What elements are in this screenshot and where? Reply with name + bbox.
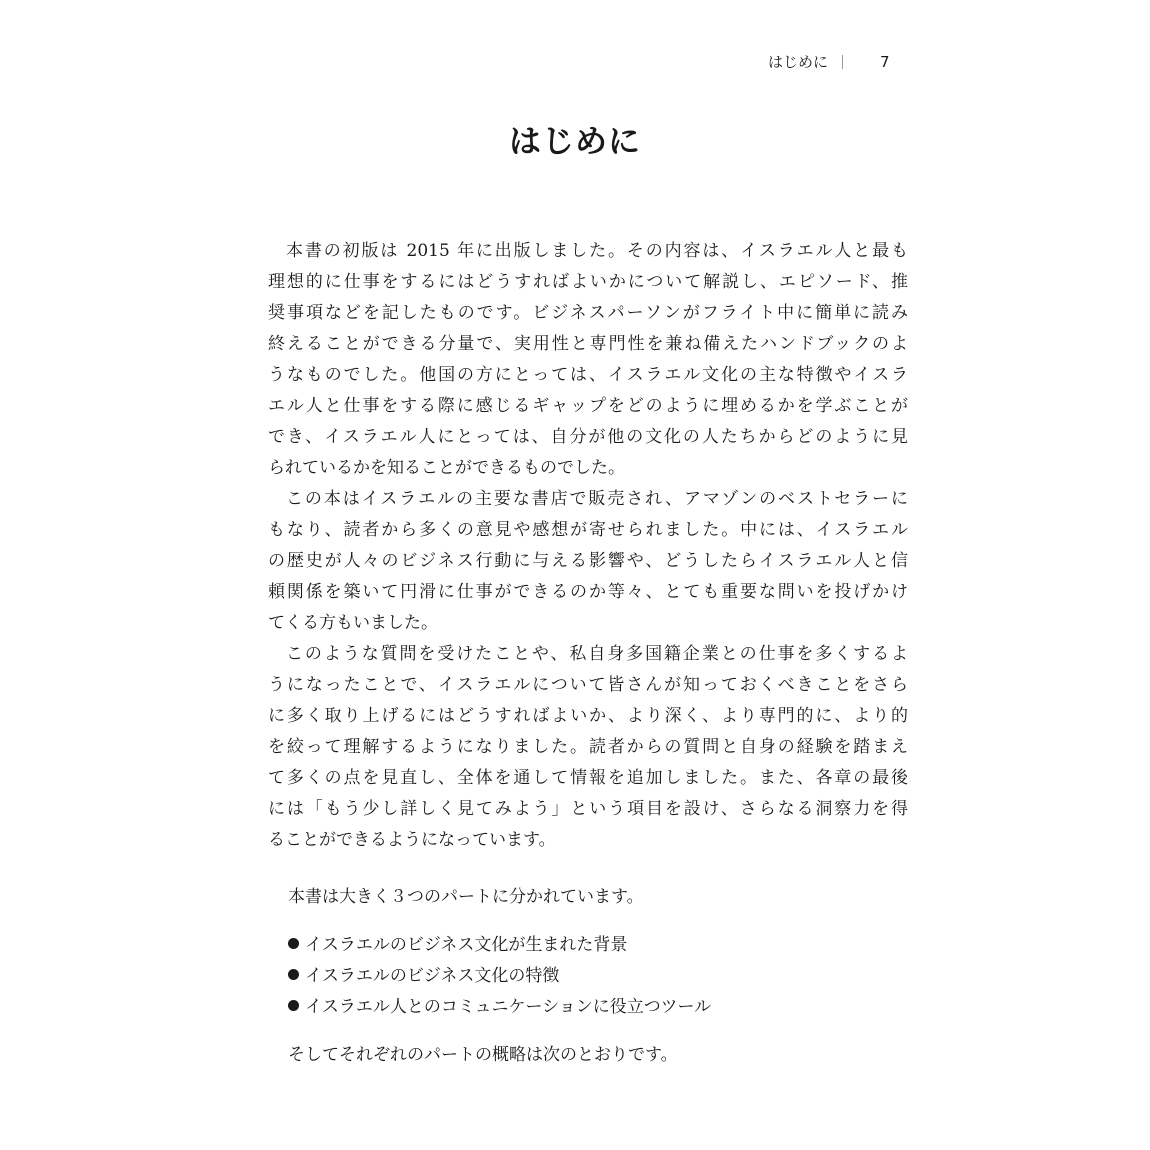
parts-outro: そしてそれぞれのパートの概略は次のとおりです。 xyxy=(288,1045,678,1065)
body-line: ることができるようになっています。 xyxy=(268,830,556,850)
list-item xyxy=(288,961,711,992)
body-line: の歴史が人々のビジネス行動に与える影響や、どうしたらイスラエル人と信 xyxy=(268,551,908,571)
list-item-label: イスラエル人とのコミュニケーションに役立つツール xyxy=(305,997,712,1017)
list-item-label: イスラエルのビジネス文化の特徴 xyxy=(305,966,560,986)
running-head xyxy=(740,50,900,74)
body-line: てくる方もいました。 xyxy=(268,613,438,633)
parts-list xyxy=(288,930,711,1023)
body-line: には「もう少し詳しく見てみよう」という項目を設け、さらなる洞察力を得 xyxy=(268,799,908,819)
body-line: 終えることができる分量で、実用性と専門性を兼ね備えたハンドブックのよ xyxy=(268,334,908,354)
body-line: うになったことで、イスラエルについて皆さんが知っておくべきことをさら xyxy=(268,675,908,695)
list-item-label: イスラエルのビジネス文化が生まれた背景 xyxy=(305,935,628,955)
bullet-icon xyxy=(288,969,299,980)
page-number: 7 xyxy=(880,53,890,71)
running-head-section: はじめに xyxy=(768,53,829,71)
list-item xyxy=(288,992,711,1023)
bullet-icon xyxy=(288,938,299,949)
body-line: エル人と仕事をする際に感じるギャップをどのように埋めるかを学ぶことが xyxy=(268,396,908,416)
body-text xyxy=(268,236,908,856)
body-line: このような質問を受けたことや、私自身多国籍企業との仕事を多くするよ xyxy=(286,644,908,664)
body-line: て多くの点を見直し、全体を通して情報を追加しました。また、各章の最後 xyxy=(268,768,908,788)
body-line: もなり、読者から多くの意見や感想が寄せられました。中には、イスラエル xyxy=(268,520,908,540)
bullet-icon xyxy=(288,1000,299,1011)
body-line: に多く取り上げるにはどうすればよいか、より深く、より専門的に、より的 xyxy=(268,706,908,726)
body-line: 奨事項などを記したものです。ビジネスパーソンがフライト中に簡単に読み xyxy=(268,303,908,323)
running-head-divider xyxy=(842,55,843,69)
body-line: この本はイスラエルの主要な書店で販売され、アマゾンのベストセラーに xyxy=(286,489,908,509)
body-line: 理想的に仕事をするにはどうすればよいかについて解説し、エピソード、推 xyxy=(268,272,908,292)
chapter-title: はじめに xyxy=(508,122,641,160)
body-line: うなものでした。他国の方にとっては、イスラエル文化の主な特徴やイスラ xyxy=(268,365,908,385)
body-line: を絞って理解するようになりました。読者からの質問と自身の経験を踏まえ xyxy=(268,737,908,757)
body-line: 頼関係を築いて円滑に仕事ができるのか等々、とても重要な問いを投げかけ xyxy=(268,582,908,602)
parts-intro: 本書は大きく３つのパートに分かれています。 xyxy=(288,887,644,907)
body-line: られているかを知ることができるものでした。 xyxy=(268,458,625,478)
list-item xyxy=(288,930,711,961)
body-line: でき、イスラエル人にとっては、自分が他の文化の人たちからどのように見 xyxy=(268,427,908,447)
body-line: 本書の初版は 2015 年に出版しました。その内容は、イスラエル人と最も xyxy=(286,241,908,261)
